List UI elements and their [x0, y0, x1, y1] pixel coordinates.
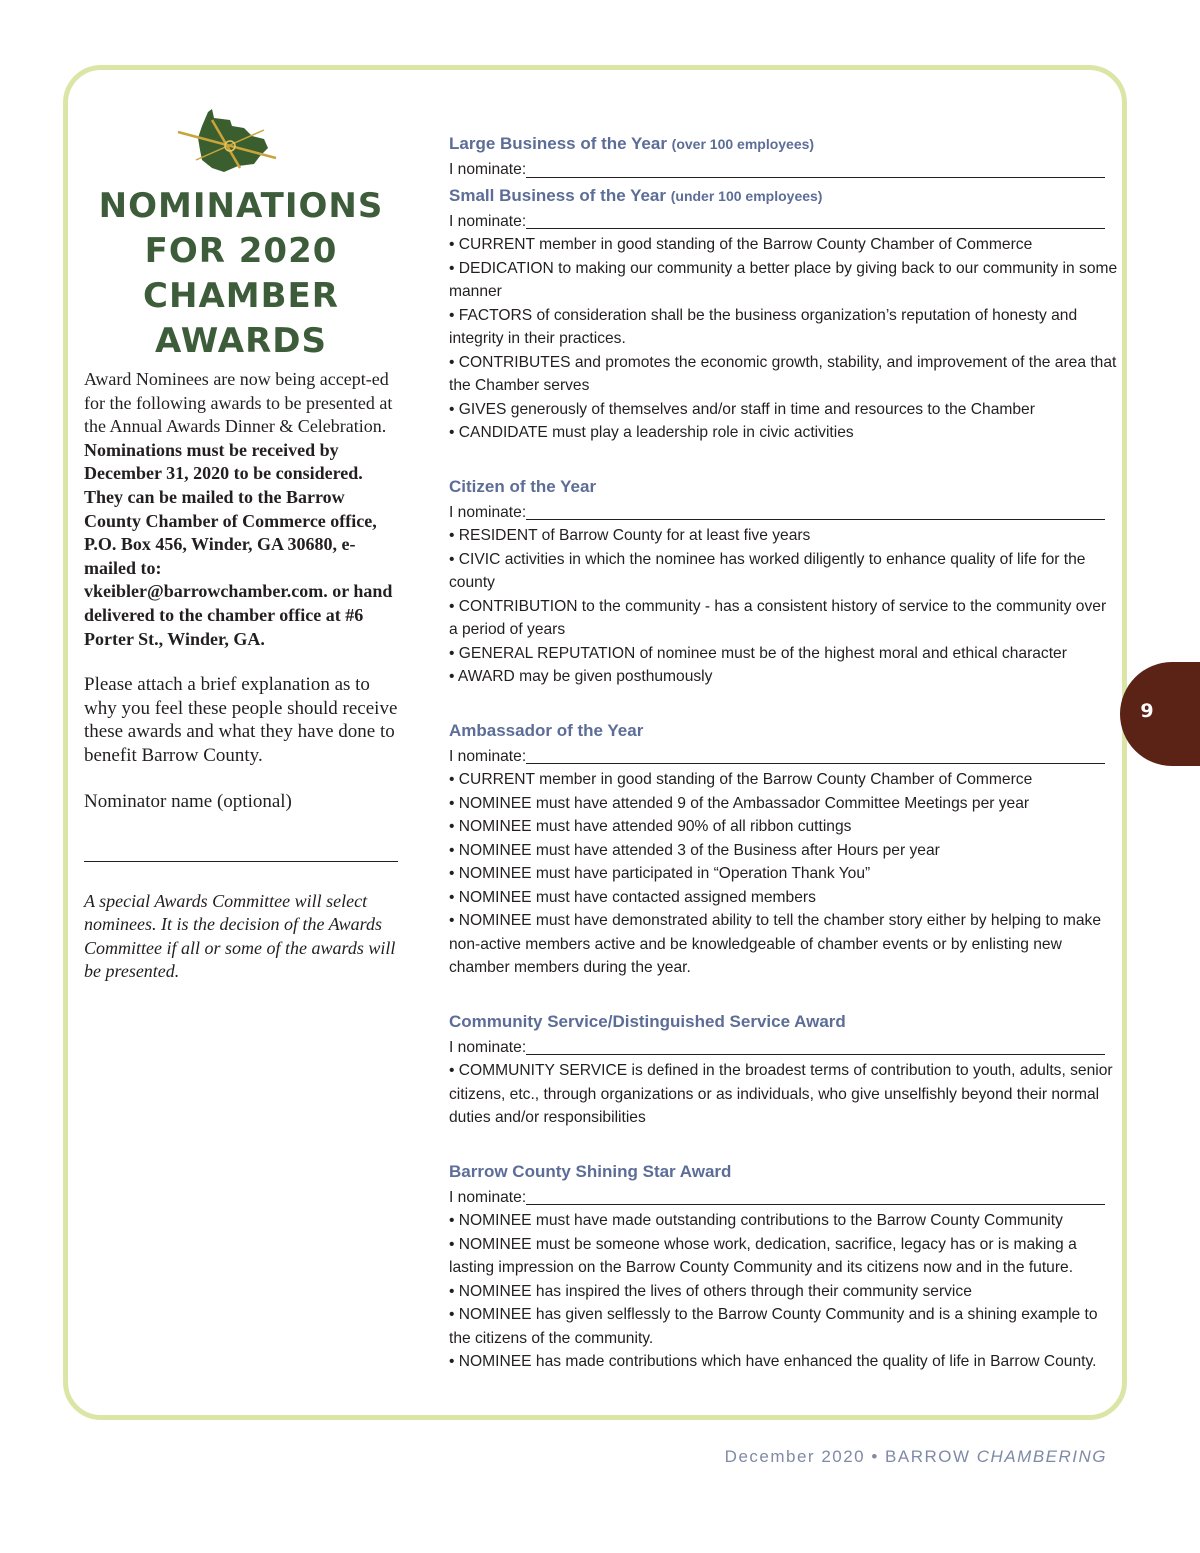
nominate-line[interactable]: [526, 1054, 1105, 1055]
criteria-item: • NOMINEE must have participated in “Operation Thank You”: [449, 865, 871, 882]
criteria-item: • NOMINEE has given selflessly to the Barrow County Community and is a shining example to the citizens of the community.: [449, 1306, 1098, 1347]
intro-plain-text: Award Nominees are now being accept-ed for the following awards to be presented at the Annual Awards Dinner & Celebration.: [84, 369, 393, 437]
footer: [725, 1447, 1107, 1467]
criteria-item: • NOMINEE must have attended 3 of the Business after Hours per year: [449, 841, 940, 859]
criteria-item: • CIVIC activities in which the nominee has worked diligently to enhance quality of life for the county: [449, 550, 1086, 591]
criteria-item: • COMMUNITY SERVICE is defined in the broadest terms of contribution to youth, adults, senior citizens, etc., through organizations or as individuals, who give unselfishly beyond their normal duties and/or responsibilities: [449, 1062, 1113, 1126]
award-community-service: [449, 1008, 1119, 1130]
page-number-tab: [1120, 662, 1200, 766]
awards-list: [449, 130, 1119, 1374]
criteria-item: • AWARD may be given posthumously: [449, 668, 713, 685]
nominate-line[interactable]: [526, 228, 1105, 229]
criteria-item: • NOMINEE has made contributions which have enhanced the quality of life in Barrow County.: [449, 1353, 1097, 1370]
page-number: 9: [1140, 700, 1154, 722]
criteria-item: • NOMINEE must have contacted assigned members: [449, 888, 816, 906]
page-title: NOMINATIONS FOR 2020 CHAMBER AWARDS: [98, 186, 384, 361]
criteria-item: • CURRENT member in good standing of the Barrow County Chamber of Commerce: [449, 236, 1033, 253]
award-citizen: [449, 473, 1119, 689]
intro-bold-text: Nominations must be received by December 31, 2020 to be considered. They can be mailed to the Barrow County Chamber of Commerce office, P.O. Box 456, Winder, GA 30680, e-mailed to: vkeibler@barrowchamber.com. or hand delivered to the chamber office at #6 Porter St., Winder, GA.: [84, 439, 393, 649]
criteria-item: • CANDIDATE must play a leadership role in civic activities: [449, 424, 854, 441]
nominate-field[interactable]: [449, 1036, 1105, 1060]
award-ambassador: [449, 717, 1119, 980]
nominate-line[interactable]: [526, 763, 1105, 764]
footer-date-text: December 2020 • BARROW: [724, 1447, 977, 1466]
award-title-text: Small Business of the Year: [449, 185, 666, 205]
nominate-field[interactable]: [449, 501, 1105, 525]
award-shining-star: [449, 1158, 1119, 1374]
nominate-label: I nominate:: [449, 1188, 527, 1206]
award-title: [449, 182, 1119, 210]
county-map-logo: [172, 106, 284, 176]
nominate-line[interactable]: [526, 1204, 1105, 1205]
criteria-item: • CONTRIBUTES and promotes the economic growth, stability, and improvement of the area that the Chamber serves: [449, 353, 1117, 394]
award-small-business: [449, 182, 1119, 445]
criteria-item: • NOMINEE must have attended 9 of the Ambassador Committee Meetings per year: [449, 794, 1030, 812]
nominate-label: I nominate:: [449, 1038, 527, 1056]
criteria-item: • RESIDENT of Barrow County for at least five years: [449, 527, 811, 544]
award-title: [449, 130, 1119, 158]
nominate-field[interactable]: [449, 1186, 1105, 1210]
nominate-label: I nominate:: [449, 161, 527, 178]
nominate-line[interactable]: [526, 519, 1105, 520]
left-column: [84, 368, 400, 984]
criteria-item: • CURRENT member in good standing of the Barrow County Chamber of Commerce: [449, 771, 1033, 788]
nominator-name-label: Nominator name (optional): [84, 790, 292, 812]
award-title-text: Large Business of the Year: [449, 134, 667, 153]
award-subtitle: (under 100 employees): [670, 187, 823, 204]
award-title: Barrow County Shining Star Award: [449, 1161, 732, 1181]
criteria-item: • NOMINEE must have demonstrated ability to tell the chamber story either by helping to make non-active members active and be knowledgeable of chamber events or by enlisting new chamber members during the year.: [449, 912, 1102, 976]
criteria-item: • CONTRIBUTION to the community - has a consistent history of service to the community over a period of years: [449, 597, 1107, 638]
nominate-line[interactable]: [526, 177, 1105, 178]
award-large-business: [449, 130, 1119, 182]
attach-explanation-text: Please attach a brief explanation as to why you feel these people should receive these awards and what they have done to benefit Barrow County.: [84, 674, 398, 766]
award-title: Ambassador of the Year: [449, 720, 644, 740]
footer-publication-name: CHAMBERING: [976, 1447, 1107, 1466]
criteria-item: • FACTORS of consideration shall be the business organization’s reputation of honesty and integrity in their practices.: [449, 306, 1078, 347]
intro-paragraph: [84, 368, 400, 651]
award-subtitle: (over 100 employees): [671, 136, 815, 152]
nominator-name-field[interactable]: [84, 861, 398, 862]
special-committee-note: A special Awards Committee will select nominees. It is the decision of the Awards Committee if all or some of the awards will be presented.: [84, 890, 396, 982]
nominate-label: I nominate:: [449, 747, 527, 765]
criteria-item: • GIVES generously of themselves and/or staff in time and resources to the Chamber: [449, 400, 1035, 418]
criteria-item: • NOMINEE must be someone whose work, dedication, sacrifice, legacy has or is making a lasting impression on the Barrow County Community and its citizens now and in the future.: [449, 1235, 1077, 1276]
award-title: Community Service/Distinguished Service Award: [449, 1011, 846, 1031]
nominate-label: I nominate:: [449, 503, 527, 521]
nominate-field[interactable]: [449, 745, 1105, 769]
criteria-item: • GENERAL REPUTATION of nominee must be of the highest moral and ethical character: [449, 644, 1067, 662]
criteria-item: • NOMINEE must have made outstanding contributions to the Barrow County Community: [449, 1212, 1063, 1229]
nominate-field[interactable]: [449, 210, 1105, 234]
criteria-item: • DEDICATION to making our community a better place by giving back to our community in some manner: [449, 259, 1118, 300]
nominate-label: I nominate:: [449, 212, 527, 230]
nominate-field[interactable]: [449, 158, 1105, 182]
award-title: Citizen of the Year: [449, 476, 597, 496]
criteria-item: • NOMINEE must have attended 90% of all ribbon cuttings: [449, 818, 852, 835]
criteria-item: • NOMINEE has inspired the lives of others through their community service: [449, 1282, 972, 1300]
